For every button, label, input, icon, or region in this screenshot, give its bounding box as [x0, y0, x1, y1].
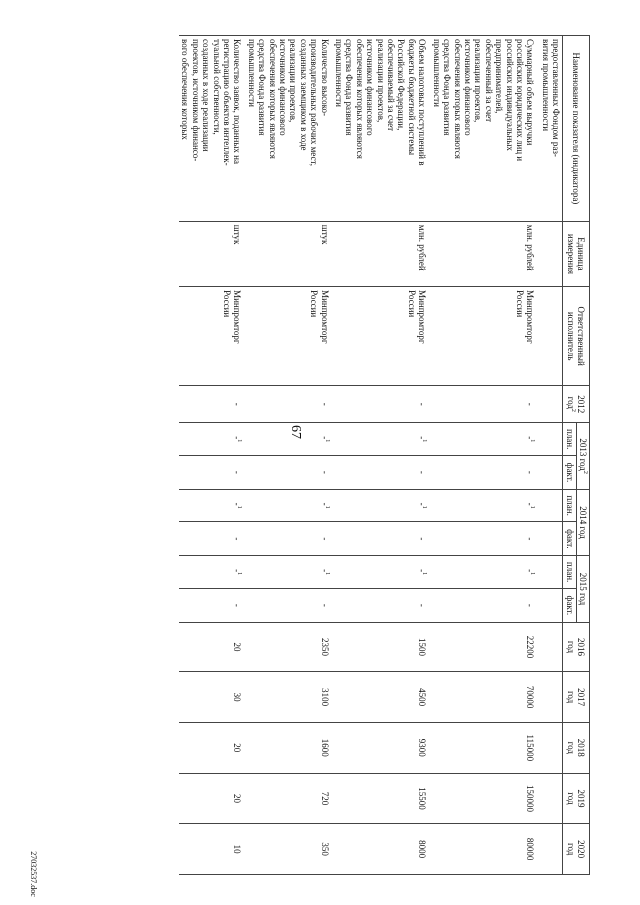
value-2013-plan [333, 423, 431, 456]
value-2014-fact [245, 522, 332, 556]
value-2019-text: 20 [232, 793, 243, 803]
value-2015-plan-text: - [232, 569, 243, 573]
footnote-marker: 1 [236, 439, 243, 443]
indicator-name-text: Количество высоко- производительных рабочих мест, созданных заемщиком в ходе реализации проектов, источником финансового обеспечения которых являются средства Фонда развития промышленности [246, 39, 330, 166]
value-2019-text: 720 [319, 791, 330, 806]
value-2014-fact [333, 522, 431, 556]
value-2017-text: 4500 [417, 688, 428, 707]
header-2014-fact: факт. [563, 522, 576, 556]
footnote-marker: 1 [236, 505, 243, 509]
value-2019 [430, 773, 538, 824]
header-2018-unit: год [566, 741, 577, 754]
value-2018 [430, 722, 538, 773]
value-2014-plan-text: - [417, 502, 428, 506]
footnote-marker: 1 [529, 572, 536, 576]
header-2012-footnote: 2 [570, 408, 577, 412]
table-row [179, 36, 245, 875]
footnote-marker: 1 [529, 505, 536, 509]
value-2012-text: - [232, 402, 243, 406]
value-2015-fact [179, 588, 245, 622]
value-2015-fact-text: - [232, 603, 243, 607]
value-2020 [179, 824, 245, 875]
value-2014-plan-text: - [319, 502, 330, 506]
header-2019-unit: год [566, 792, 577, 805]
value-2012 [333, 386, 431, 423]
value-2014-plan-text: - [525, 502, 536, 506]
executor-text: Минпромторг России [514, 290, 536, 344]
unit-text: штук [232, 224, 243, 245]
value-2020 [245, 824, 332, 875]
value-2016 [179, 622, 245, 672]
header-2012 [563, 386, 590, 423]
table-header [563, 36, 590, 875]
value-2018-text: 9300 [417, 738, 428, 757]
value-2013-plan [179, 423, 245, 456]
header-2012-year: 2012 [576, 395, 587, 414]
value-2015-plan-text: - [417, 569, 428, 573]
executor [179, 287, 245, 386]
value-2016-text: 2350 [319, 637, 330, 656]
footnote-marker: 1 [236, 572, 243, 576]
header-2018 [563, 722, 590, 773]
header-2012-unit: год [566, 396, 577, 409]
document-id: 27032537.doc [28, 851, 38, 897]
header-2013 [576, 423, 589, 489]
footnote-marker: 1 [529, 439, 536, 443]
value-2014-fact-text: - [232, 537, 243, 541]
header-indicator: Наименование показателя (индикатора) [563, 36, 590, 222]
value-2019 [179, 773, 245, 824]
value-2018-text: 1600 [319, 738, 330, 757]
value-2013-fact-text: - [525, 470, 536, 474]
value-2013-plan [245, 423, 332, 456]
continuation-text: предоставленных Фондом раз- вития промышленности [538, 36, 562, 222]
value-2014-plan [245, 489, 332, 522]
header-2015-plan: план. [563, 556, 576, 589]
value-2015-plan [430, 556, 538, 589]
value-2017 [245, 672, 332, 723]
value-2016-text: 22200 [525, 635, 536, 659]
value-2014-plan [179, 489, 245, 522]
value-2017-text: 30 [232, 692, 243, 702]
header-2016-year: 2016 [576, 637, 587, 656]
value-2015-plan-text: - [525, 569, 536, 573]
footnote-marker: 1 [323, 572, 330, 576]
value-2013-fact [245, 456, 332, 490]
header-2017 [563, 672, 590, 723]
footnote-marker: 1 [421, 439, 428, 443]
value-2018-text: 115000 [525, 734, 536, 762]
header-2017-year: 2017 [576, 688, 587, 707]
header-2019 [563, 773, 590, 824]
value-2020-text: 80000 [525, 837, 536, 861]
page-number: 67 [288, 425, 303, 439]
unit-text: млн. рублей [417, 224, 428, 271]
value-2019 [333, 773, 431, 824]
value-2016 [333, 622, 431, 672]
indicators-table [179, 35, 590, 875]
value-2020 [430, 824, 538, 875]
header-2013-fact: факт. [563, 456, 576, 490]
value-2012 [245, 386, 332, 423]
rotated-table-container [179, 35, 590, 875]
value-2020-text: 10 [232, 844, 243, 854]
value-2015-plan [179, 556, 245, 589]
value-2015-plan [245, 556, 332, 589]
value-2013-fact [333, 456, 431, 490]
value-2013-fact [179, 456, 245, 490]
value-2013-plan [430, 423, 538, 456]
value-2013-plan-text: - [232, 436, 243, 440]
footnote-marker: 1 [323, 505, 330, 509]
value-2013-plan-text: - [525, 436, 536, 440]
value-2013-plan-text: - [417, 436, 428, 440]
value-2019-text: 15500 [417, 787, 428, 810]
value-2016 [430, 622, 538, 672]
header-2013-label: 2013 год [578, 438, 588, 471]
header-2013-footnote: 2 [582, 470, 588, 474]
value-2013-fact-text: - [319, 470, 330, 474]
value-2014-fact [179, 522, 245, 556]
header-2018-year: 2018 [576, 738, 587, 757]
executor-text: Минпромторг России [309, 290, 330, 344]
header-2020-unit: год [566, 842, 577, 856]
header-2019-year: 2019 [576, 789, 587, 808]
value-2016 [245, 622, 332, 672]
unit [430, 221, 538, 286]
indicator-name-text: Количество заявок, поданных на регистрацию объектов интеллек- туальной собственности, созданных в ходе реализации проектов, источником финансо- вого обеспечения которых [180, 39, 243, 166]
value-2014-fact-text: - [417, 537, 428, 541]
header-2014-plan: план. [563, 489, 576, 522]
value-2015-fact [430, 588, 538, 622]
value-2019-text: 150000 [525, 784, 536, 812]
value-2014-plan [430, 489, 538, 522]
unit [245, 221, 332, 286]
value-2014-plan [333, 489, 431, 522]
value-2013-fact-text: - [232, 470, 243, 474]
unit [179, 221, 245, 286]
value-2020 [333, 824, 431, 875]
value-2017-text: 70000 [525, 685, 536, 709]
value-2015-fact-text: - [319, 603, 330, 607]
header-2016-unit: год [566, 640, 577, 654]
value-2014-fact [430, 522, 538, 556]
header-2020-year: 2020 [576, 840, 587, 859]
header-2016 [563, 622, 590, 672]
value-2018 [179, 722, 245, 773]
header-2015-fact: факт. [563, 588, 576, 622]
header-executor: Ответственный исполнитель [563, 287, 590, 386]
unit-text: штук [319, 224, 330, 245]
executor-text: Минпромторг России [222, 290, 243, 344]
header-2020 [563, 824, 590, 875]
header-unit: Единица измерения [563, 221, 590, 286]
value-2016-text: 1500 [417, 637, 428, 656]
value-2014-fact-text: - [525, 537, 536, 541]
header-2017-unit: год [566, 690, 577, 704]
value-2018 [245, 722, 332, 773]
executor [245, 287, 332, 386]
value-2013-plan-text: - [319, 436, 330, 440]
table-row [245, 36, 332, 875]
indicator-name-text: Объем налоговых поступлений в бюджеты бюджетной системы Российской Федерации, обеспечиваемый за счет реализации проектов, источником финансового обеспечения которых являются средства Фонда развития промышленности [334, 39, 428, 166]
executor-text: Минпромторг России [406, 290, 428, 344]
value-2018 [333, 722, 431, 773]
value-2019 [245, 773, 332, 824]
unit [333, 221, 431, 286]
value-2012-text: - [525, 402, 536, 406]
value-2015-plan-text: - [319, 569, 330, 573]
table-row [430, 36, 538, 875]
value-2015-fact [245, 588, 332, 622]
executor [333, 287, 431, 386]
value-2012 [179, 386, 245, 423]
footnote-marker: 1 [323, 439, 330, 443]
footnote-marker: 1 [421, 572, 428, 576]
indicator-name-text: Суммарный объем выручки российских юридических лиц и российских индивидуальных предпринимателей, обеспеченный за счет реализации проектов, источником финансового обеспечения которых являются средства Фонда развития промышленности [431, 39, 536, 162]
value-2012 [430, 386, 538, 423]
value-2016-text: 20 [232, 642, 243, 652]
value-2014-plan-text: - [232, 502, 243, 506]
value-2020-text: 8000 [417, 840, 428, 859]
footnote-marker: 1 [421, 505, 428, 509]
indicator-name [430, 36, 538, 222]
value-2013-fact-text: - [417, 470, 428, 474]
value-2017 [333, 672, 431, 723]
value-2012-text: - [319, 402, 330, 406]
value-2015-fact-text: - [417, 603, 428, 607]
value-2017 [430, 672, 538, 723]
header-2014: 2014 год [576, 489, 589, 555]
continuation-row [538, 36, 562, 875]
value-2015-plan [333, 556, 431, 589]
indicator-name [179, 36, 245, 222]
value-2017 [179, 672, 245, 723]
value-2015-fact-text: - [525, 603, 536, 607]
value-2018-text: 20 [232, 743, 243, 753]
table-body [179, 36, 563, 875]
executor [430, 287, 538, 386]
indicator-name [333, 36, 431, 222]
header-2015: 2015 год [576, 556, 589, 622]
value-2017-text: 3100 [319, 688, 330, 707]
value-2014-fact-text: - [319, 537, 330, 541]
value-2020-text: 350 [319, 842, 330, 856]
value-2013-fact [430, 456, 538, 490]
value-2012-text: - [417, 402, 428, 406]
table-row [333, 36, 431, 875]
indicator-name [245, 36, 332, 222]
unit-text: млн. рублей [525, 224, 536, 271]
value-2015-fact [333, 588, 431, 622]
header-2013-plan: план. [563, 423, 576, 456]
